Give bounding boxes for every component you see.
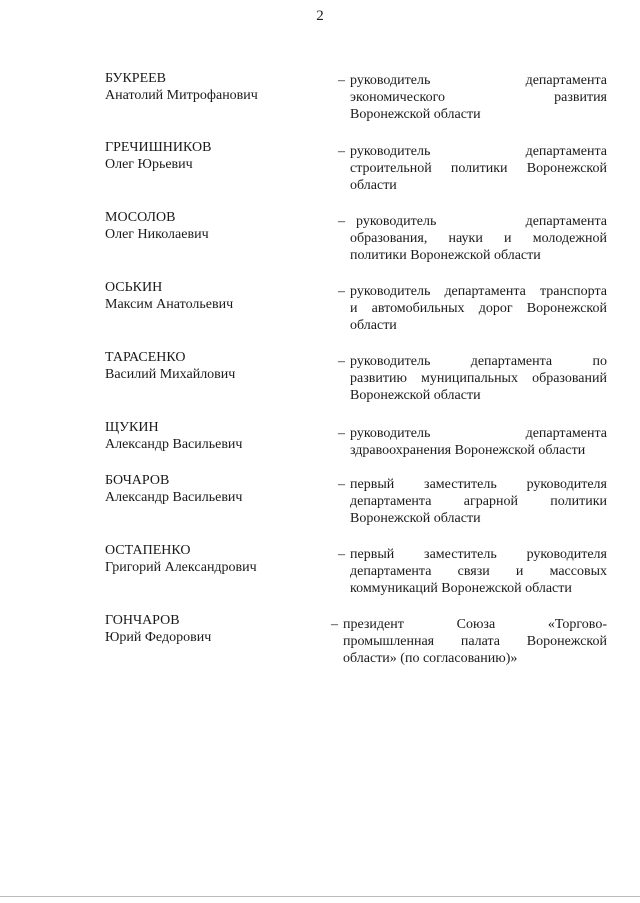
member-position: [350, 353, 607, 404]
position-line: Воронежской области: [350, 107, 481, 122]
member-name: [105, 612, 335, 646]
position-line: руководитель департамента: [350, 73, 607, 88]
member-surname: БОЧАРОВ: [105, 473, 170, 488]
member-position: [350, 283, 607, 334]
member-given-name: Юрий Федорович: [105, 630, 212, 645]
member-name: [105, 70, 335, 104]
member-position: [350, 546, 607, 597]
position-line: департамента аграрной политики: [350, 494, 607, 509]
position-line: и автомобильных дорог Воронежской: [350, 301, 607, 316]
member-surname: ОСТАПЕНКО: [105, 543, 191, 558]
dash: –: [331, 617, 338, 632]
member-surname: МОСОЛОВ: [105, 210, 176, 225]
member-given-name: Олег Юрьевич: [105, 157, 193, 172]
dash: –: [338, 144, 345, 159]
dash: –: [338, 426, 345, 441]
member-surname: ОСЬКИН: [105, 280, 163, 295]
member-given-name: Александр Васильевич: [105, 490, 243, 505]
position-line: первый заместитель руководителя: [350, 477, 607, 492]
member-name: [105, 472, 335, 506]
position-line: президент Союза «Торгово-: [343, 617, 607, 632]
member-surname: БУКРЕЕВ: [105, 71, 167, 86]
dash: –: [338, 477, 345, 492]
member-position: [350, 143, 607, 194]
member-surname: ЩУКИН: [105, 420, 159, 435]
member-name: [105, 542, 335, 576]
position-line: Воронежской области: [350, 511, 481, 526]
member-given-name: Максим Анатольевич: [105, 297, 234, 312]
member-position: [350, 72, 607, 123]
position-line: руководитель департамента транспорта: [350, 284, 607, 299]
member-surname: ГОНЧАРОВ: [105, 613, 180, 628]
position-line: строительной политики Воронежской: [350, 161, 607, 176]
member-name: [105, 209, 335, 243]
member-position: [343, 616, 607, 667]
position-line: области» (по согласованию)»: [343, 651, 518, 666]
dash: –: [338, 284, 345, 299]
position-line: экономического развития: [350, 90, 607, 105]
member-given-name: Григорий Александрович: [105, 560, 257, 575]
position-line: развитию муниципальных образований: [350, 371, 607, 386]
member-position: [350, 425, 607, 459]
dash: –: [338, 547, 345, 562]
member-name: [105, 139, 335, 173]
position-line: первый заместитель руководителя: [350, 547, 607, 562]
dash: –: [338, 73, 345, 88]
position-line: руководитель департамента: [356, 214, 607, 229]
member-name: [105, 279, 335, 313]
position-line: здравоохранения Воронежской области: [350, 443, 586, 458]
dash: –: [338, 214, 345, 229]
member-name: [105, 419, 335, 453]
member-surname: ГРЕЧИШНИКОВ: [105, 140, 212, 155]
position-line: Воронежской области: [350, 388, 481, 403]
position-line: политики Воронежской области: [350, 248, 541, 263]
position-line: образования, науки и молодежной: [350, 231, 607, 246]
member-given-name: Анатолий Митрофанович: [105, 88, 258, 103]
position-line: руководитель департамента: [350, 144, 607, 159]
position-line: департамента связи и массовых: [350, 564, 607, 579]
position-line: коммуникаций Воронежской области: [350, 581, 572, 596]
page-number: 2: [316, 8, 324, 24]
dash: –: [338, 354, 345, 369]
position-line: руководитель департамента по: [350, 354, 607, 369]
member-position: [350, 476, 607, 527]
position-line: руководитель департамента: [350, 426, 607, 441]
member-surname: ТАРАСЕНКО: [105, 350, 186, 365]
position-line: области: [350, 318, 397, 333]
member-position: [350, 213, 607, 264]
position-line: области: [350, 178, 397, 193]
member-given-name: Олег Николаевич: [105, 227, 209, 242]
member-given-name: Василий Михайлович: [105, 367, 236, 382]
page-bottom-edge: [0, 896, 640, 897]
position-line: промышленная палата Воронежской: [343, 634, 607, 649]
member-name: [105, 349, 335, 383]
member-given-name: Александр Васильевич: [105, 437, 243, 452]
